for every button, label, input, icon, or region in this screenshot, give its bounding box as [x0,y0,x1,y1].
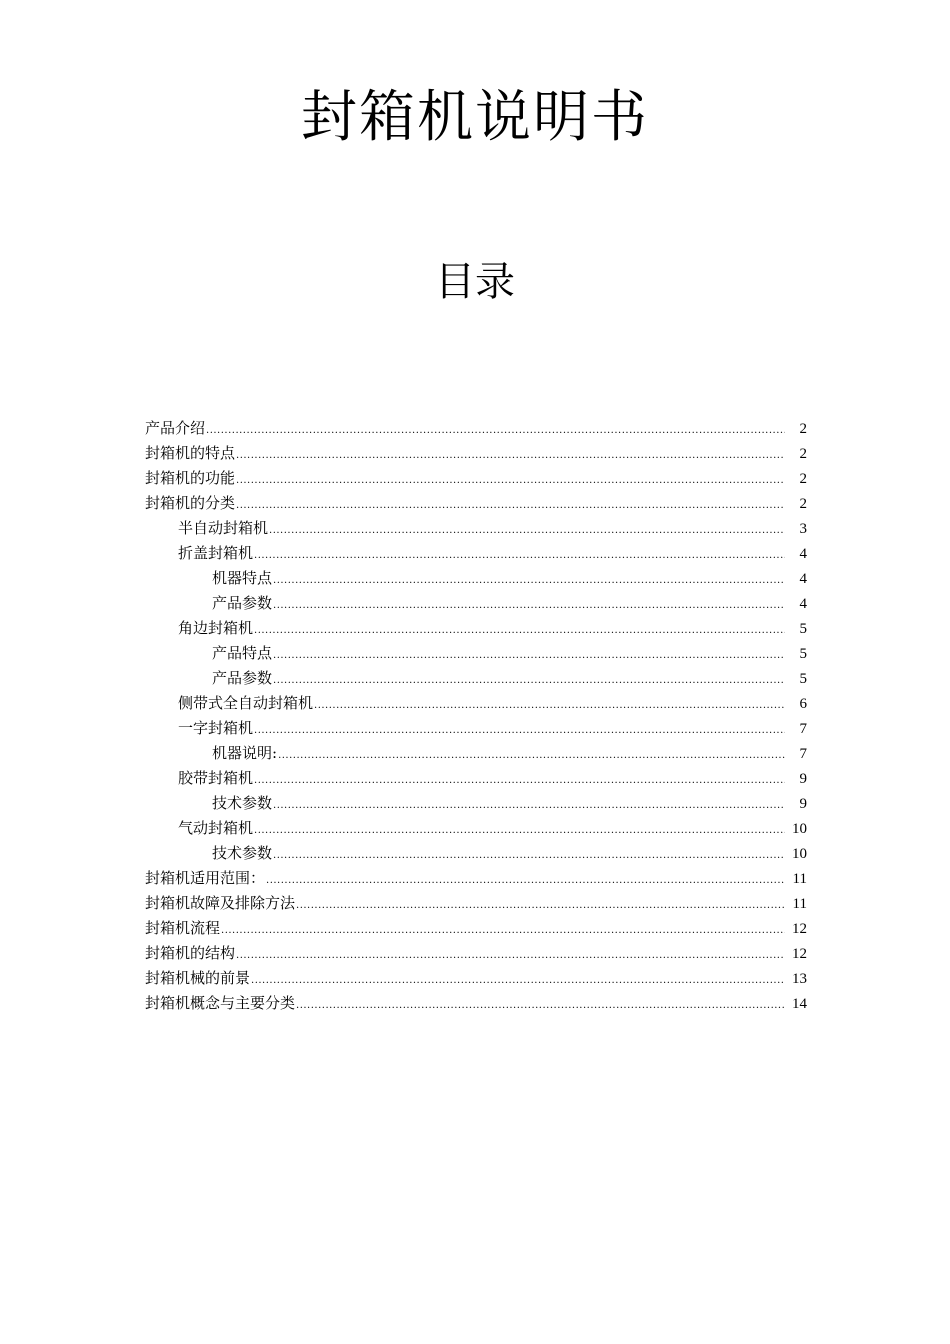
toc-dot-leader [296,993,785,1018]
toc-entry-label: 封箱机概念与主要分类 [145,994,296,1012]
toc-entry-label: 产品介绍 [145,419,206,437]
toc-entry-page: 2 [799,471,807,487]
toc-dot-leader [296,893,785,918]
toc-entry-label: 封箱机械的前景 [145,969,251,987]
toc-entry[interactable] [145,966,807,991]
toc-entry-label: 侧带式全自动封箱机 [178,694,314,712]
toc-entry-page: 7 [799,746,807,762]
toc-entry-label: 产品参数 [212,669,273,687]
toc-entry-page: 5 [799,671,807,687]
toc-entry[interactable] [145,691,807,716]
toc-entry[interactable] [145,791,807,816]
toc-entry-page: 4 [799,571,807,587]
toc-entry-page: 2 [799,496,807,512]
toc-entry[interactable] [145,766,807,791]
document-title: 封箱机说明书 [301,85,649,150]
toc-entry-page: 9 [799,771,807,787]
toc-entry-page: 11 [792,896,807,912]
toc-entry-label: 封箱机流程 [145,919,221,937]
toc-entry-label: 气动封箱机 [178,819,254,837]
toc-dot-leader [273,843,785,868]
toc-entry-page: 9 [799,796,807,812]
toc-entry-label: 封箱机的结构 [145,944,236,962]
toc-dot-leader [236,493,785,518]
toc-entry-label: 胶带封箱机 [178,769,254,787]
toc-dot-leader [254,718,785,743]
toc-dot-leader [254,543,785,568]
toc-entry-label: 折盖封箱机 [178,544,254,562]
toc-entry-page: 2 [799,446,807,462]
toc-entry-page: 11 [792,871,807,887]
toc-dot-leader [254,618,785,643]
toc-entry-page: 14 [792,996,807,1012]
toc-entry-label: 机器说明: [212,744,278,762]
toc-dot-leader [254,818,785,843]
toc-entry[interactable] [145,716,807,741]
toc-entry-label: 产品特点 [212,644,273,662]
toc-dot-leader [236,468,785,493]
toc-entry[interactable] [145,991,807,1016]
toc-entry-page: 13 [792,971,807,987]
toc-entry[interactable] [145,541,807,566]
toc-entry-label: 机器特点 [212,569,273,587]
toc-entry-label: 技术参数 [212,794,273,812]
toc-entry-page: 10 [792,821,807,837]
toc-entry-label: 封箱机的分类 [145,494,236,512]
toc-dot-leader [266,868,785,893]
toc-dot-leader [236,443,785,468]
toc-dot-leader [221,918,785,943]
toc-entry-page: 5 [799,646,807,662]
toc-entry-page: 7 [799,721,807,737]
toc-dot-leader [236,943,785,968]
toc-entry-label: 封箱机的特点 [145,444,236,462]
toc-entry[interactable] [145,566,807,591]
toc-entry-page: 4 [799,546,807,562]
toc-entry[interactable] [145,441,807,466]
toc-entry-label: 封箱机的功能 [145,469,236,487]
toc-entry[interactable] [145,516,807,541]
toc-entry-page: 6 [799,696,807,712]
toc-entry[interactable] [145,466,807,491]
toc-entry[interactable] [145,941,807,966]
toc-dot-leader [273,568,785,593]
toc-entry-label: 封箱机适用范围： [145,869,266,887]
toc-entry[interactable] [145,891,807,916]
toc-dot-leader [254,768,785,793]
toc-entry-page: 3 [799,521,807,537]
toc-entry-page: 12 [792,946,807,962]
toc-dot-leader [278,743,785,768]
toc-entry-label: 角边封箱机 [178,619,254,637]
toc-entry[interactable] [145,416,807,441]
toc-entry-page: 4 [799,596,807,612]
toc-dot-leader [273,668,785,693]
toc-entry[interactable] [145,666,807,691]
toc-entry-page: 12 [792,921,807,937]
toc-dot-leader [251,968,785,993]
toc-entry[interactable] [145,816,807,841]
toc-entry[interactable] [145,616,807,641]
toc-dot-leader [206,418,785,443]
toc-entry-page: 5 [799,621,807,637]
toc-entry[interactable] [145,491,807,516]
toc-heading: 目录 [435,259,515,305]
toc-dot-leader [269,518,785,543]
toc-entry-page: 2 [799,421,807,437]
toc-entry[interactable] [145,741,807,766]
toc-dot-leader [273,793,785,818]
toc-entry[interactable] [145,641,807,666]
toc-entry[interactable] [145,841,807,866]
toc-dot-leader [314,693,785,718]
toc-entry[interactable] [145,916,807,941]
table-of-contents [145,416,807,1016]
toc-dot-leader [273,593,785,618]
toc-entry-page: 10 [792,846,807,862]
toc-entry-label: 封箱机故障及排除方法 [145,894,296,912]
toc-entry-label: 一字封箱机 [178,719,254,737]
toc-dot-leader [273,643,785,668]
toc-entry[interactable] [145,866,807,891]
toc-entry-label: 半自动封箱机 [178,519,269,537]
toc-entry-label: 产品参数 [212,594,273,612]
toc-entry[interactable] [145,591,807,616]
toc-entry-label: 技术参数 [212,844,273,862]
